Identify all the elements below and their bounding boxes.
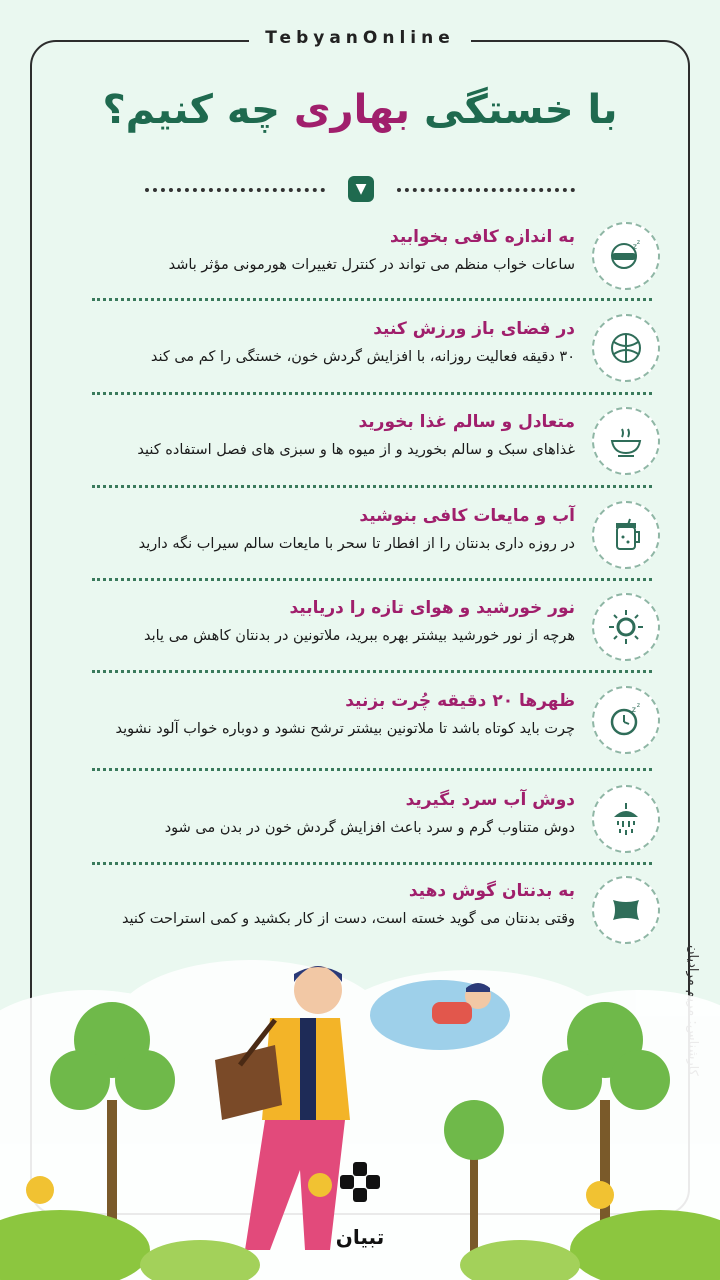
tip-description: وقتی بدنتان می گوید خسته است، دست از کار بکشید و کمی استراحت کنید (121, 911, 575, 927)
tip-title: ظهرها ۲۰ دقیقه چُرت بزنید (345, 691, 575, 711)
tip-item-food (60, 407, 660, 491)
sun-icon (592, 593, 660, 661)
shower-icon (592, 785, 660, 853)
dotted-separator (92, 392, 652, 395)
tip-item-sunlight (60, 593, 660, 677)
dotted-separator (92, 578, 652, 581)
title-part-2: بهاری (293, 87, 411, 133)
tip-title: در فضای باز ورزش کنید (373, 319, 575, 339)
tip-description: ۳۰ دقیقه فعالیت روزانه، با افزایش گردش خون، خستگی را کم می کند (150, 349, 575, 365)
tip-title: به بدنتان گوش دهید (408, 881, 575, 901)
svg-text:z: z (636, 702, 640, 709)
sleep-mask-icon (592, 222, 660, 290)
tip-item-water (60, 501, 660, 585)
tip-title: دوش آب سرد بگیرید (405, 790, 575, 810)
dotted-separator (92, 768, 652, 771)
tip-description: چرت باید کوتاه باشد تا ملاتونین بیشتر ترشح نشود و دوباره خواب آلود نشوید (115, 721, 575, 737)
tip-description: غذاهای سبک و سالم بخورید و از میوه ها و سبزی های فصل استفاده کنید (137, 442, 575, 458)
title-divider (145, 176, 575, 202)
tip-description: ساعات خواب منظم می تواند در کنترل تغییرات هورمونی مؤثر باشد (168, 257, 575, 273)
title-part-3: چه کنیم؟ (102, 87, 280, 133)
svg-text:z: z (632, 242, 637, 251)
divider-dots-right (397, 188, 575, 192)
dotted-separator (92, 670, 652, 673)
page-title (0, 86, 720, 134)
tip-title: نور خورشید و هوای تازه را دریابید (289, 598, 575, 618)
food-bowl-icon (592, 407, 660, 475)
dotted-separator (92, 485, 652, 488)
tip-description: در روزه داری بدنتان را از افطار تا سحر با مایعات سالم سیراب نگه دارید (138, 536, 575, 552)
tip-item-shower (60, 785, 660, 869)
tip-title: آب و مایعات کافی بنوشید (359, 506, 575, 526)
brand-name: TebyanOnline (249, 28, 471, 48)
alarm-clock-icon (592, 686, 660, 754)
svg-text:z: z (636, 239, 640, 246)
brand-bar (0, 28, 720, 48)
tebyan-logo-text: تبیان (335, 1225, 385, 1249)
tip-title: به اندازه کافی بخوابید (390, 227, 575, 247)
divider-dots-left (145, 188, 325, 192)
tip-item-exercise (60, 314, 660, 398)
tip-title: متعادل و سالم غذا بخورید (358, 412, 575, 432)
ball-icon (592, 314, 660, 382)
svg-text:z: z (631, 705, 636, 714)
arrow-down-icon: ▼ (348, 176, 374, 202)
dotted-separator (92, 298, 652, 301)
title-part-1: با خستگی (423, 87, 618, 133)
tip-item-sleep (60, 222, 660, 306)
dotted-separator (92, 862, 652, 865)
tip-item-nap (60, 686, 660, 770)
tip-description: هرچه از نور خورشید بیشتر بهره ببرید، ملاتونین در بدنتان کاهش می یابد (143, 628, 575, 644)
tip-description: دوش متناوب گرم و سرد باعث افزایش گردش خون در بدن می شود (164, 820, 575, 836)
drink-jar-icon (592, 501, 660, 569)
